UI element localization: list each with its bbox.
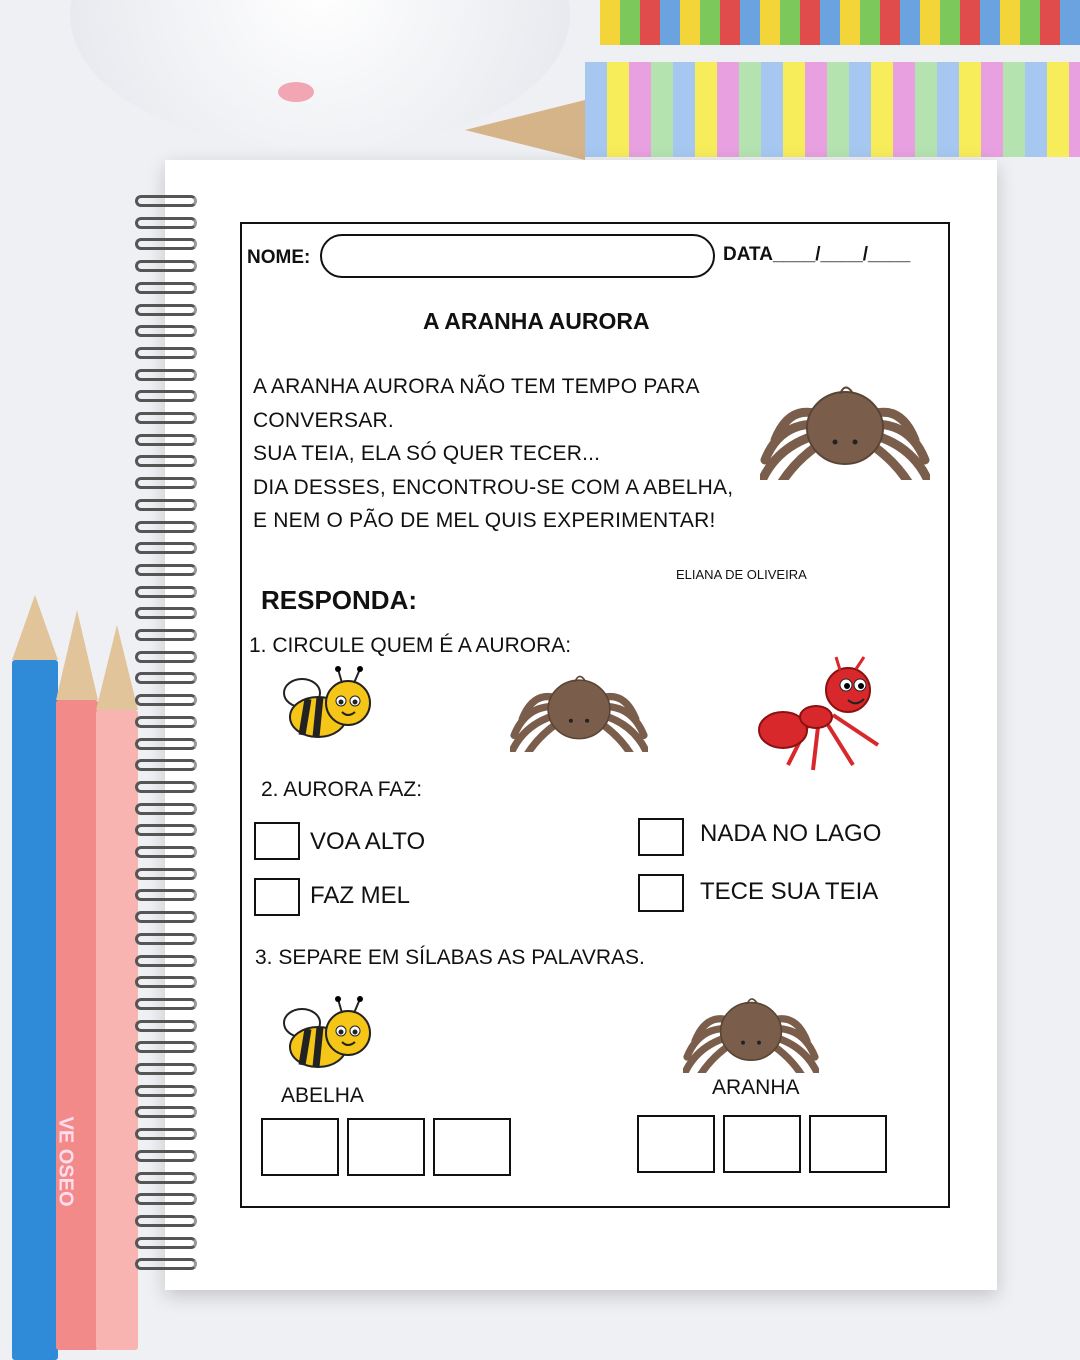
spiral-ring <box>135 195 197 207</box>
syllable-box[interactable] <box>347 1118 425 1176</box>
toy-nose <box>278 82 314 102</box>
syllable-box[interactable] <box>809 1115 887 1173</box>
spiral-ring <box>135 1106 197 1118</box>
question-3: 3. SEPARE EM SÍLABAS AS PALAVRAS. <box>255 946 645 969</box>
spiral-ring <box>135 542 197 554</box>
spiral-ring <box>135 477 197 489</box>
spiral-ring <box>135 672 197 684</box>
checkbox-tece-sua-teia[interactable] <box>638 874 684 912</box>
syllable-box[interactable] <box>261 1118 339 1176</box>
spiral-ring <box>135 911 197 923</box>
spiral-ring <box>135 1041 197 1053</box>
spiral-ring <box>135 1193 197 1205</box>
date-field[interactable]: DATA____/____/____ <box>723 244 911 265</box>
responda-heading: RESPONDA: <box>261 585 418 615</box>
spiral-ring <box>135 607 197 619</box>
spiral-ring <box>135 1215 197 1227</box>
spiral-ring <box>135 933 197 945</box>
spiral-ring <box>135 499 197 511</box>
story-author: ELIANA DE OLIVEIRA <box>676 567 807 582</box>
story-line: E NEM O PÃO DE MEL QUIS EXPERIMENTAR! <box>253 509 716 532</box>
spiral-ring <box>135 325 197 337</box>
word-abelha: ABELHA <box>281 1084 364 1107</box>
spiral-ring <box>135 803 197 815</box>
blue-pencil <box>12 660 58 1360</box>
spiral-ring <box>135 846 197 858</box>
spiral-ring <box>135 586 197 598</box>
spiral-ring <box>135 347 197 359</box>
story-line: CONVERSAR. <box>253 408 394 432</box>
spiral-ring <box>135 1237 197 1249</box>
pink-pencil <box>56 700 98 1350</box>
spiral-ring <box>135 304 197 316</box>
spiral-ring <box>135 824 197 836</box>
light-pink-pencil-tip <box>96 625 138 710</box>
syllable-box[interactable] <box>433 1118 511 1176</box>
ant-icon[interactable] <box>758 655 883 773</box>
question-1: 1. CIRCULE QUEM É A AURORA: <box>249 634 572 657</box>
syllable-box[interactable] <box>723 1115 801 1173</box>
spiral-ring <box>135 976 197 988</box>
spiral-ring <box>135 738 197 750</box>
story-line: SUA TEIA, ELA SÓ QUER TECER... <box>253 442 601 465</box>
option-nada-no-lago: NADA NO LAGO <box>700 820 882 847</box>
spiral-ring <box>135 998 197 1010</box>
spider-icon[interactable] <box>510 670 648 752</box>
checkbox-faz-mel[interactable] <box>254 878 300 916</box>
spiral-ring <box>135 455 197 467</box>
spiral-ring <box>135 716 197 728</box>
pencil-brand-text: VE OSEO <box>54 1116 77 1207</box>
spiral-ring <box>135 521 197 533</box>
spiral-ring <box>135 260 197 272</box>
light-pink-pencil <box>96 710 138 1350</box>
spiral-ring <box>135 217 197 229</box>
syllable-box[interactable] <box>637 1115 715 1173</box>
spiral-ring <box>135 1258 197 1270</box>
spiral-ring <box>135 781 197 793</box>
story-line: DIA DESSES, ENCONTROU-SE COM A ABELHA, <box>253 475 734 499</box>
spiral-ring <box>135 369 197 381</box>
spiral-ring <box>135 238 197 250</box>
name-label: NOME: <box>247 247 311 268</box>
spiral-ring <box>135 434 197 446</box>
story-line: A ARANHA AURORA NÃO TEM TEMPO PARA <box>253 375 700 398</box>
bee-icon[interactable] <box>280 665 375 747</box>
spiral-ring <box>135 629 197 641</box>
spiral-ring <box>135 282 197 294</box>
spider-icon <box>683 993 819 1073</box>
spiral-ring <box>135 1063 197 1075</box>
spiral-ring <box>135 651 197 663</box>
spiral-ring <box>135 868 197 880</box>
spiral-ring <box>135 889 197 901</box>
worksheet-title: A ARANHA AURORA <box>423 308 650 334</box>
spiral-ring <box>135 390 197 402</box>
striped-pencil <box>600 0 1080 45</box>
spiral-ring <box>135 1020 197 1032</box>
spiral-ring <box>135 1150 197 1162</box>
option-tece-sua-teia: TECE SUA TEIA <box>700 878 879 905</box>
question-2: 2. AURORA FAZ: <box>261 778 423 801</box>
spiral-ring <box>135 1172 197 1184</box>
option-faz-mel: FAZ MEL <box>310 882 411 909</box>
spiral-ring <box>135 564 197 576</box>
striped-pencil <box>585 62 1080 157</box>
spiral-ring <box>135 412 197 424</box>
checkbox-nada-no-lago[interactable] <box>638 818 684 856</box>
story-text <box>253 370 733 538</box>
pencil-tip <box>465 100 585 160</box>
spiral-ring <box>135 955 197 967</box>
spiral-ring <box>135 759 197 771</box>
blue-pencil-tip <box>12 595 58 660</box>
spiral-ring <box>135 1085 197 1097</box>
spider-icon <box>760 380 930 480</box>
option-voa-alto: VOA ALTO <box>310 828 426 855</box>
pink-pencil-tip <box>56 610 98 700</box>
bee-icon <box>280 995 375 1077</box>
spiral-ring <box>135 1128 197 1140</box>
word-aranha: ARANHA <box>712 1076 800 1099</box>
checkbox-voa-alto[interactable] <box>254 822 300 860</box>
spiral-ring <box>135 694 197 706</box>
name-input[interactable] <box>320 234 715 278</box>
